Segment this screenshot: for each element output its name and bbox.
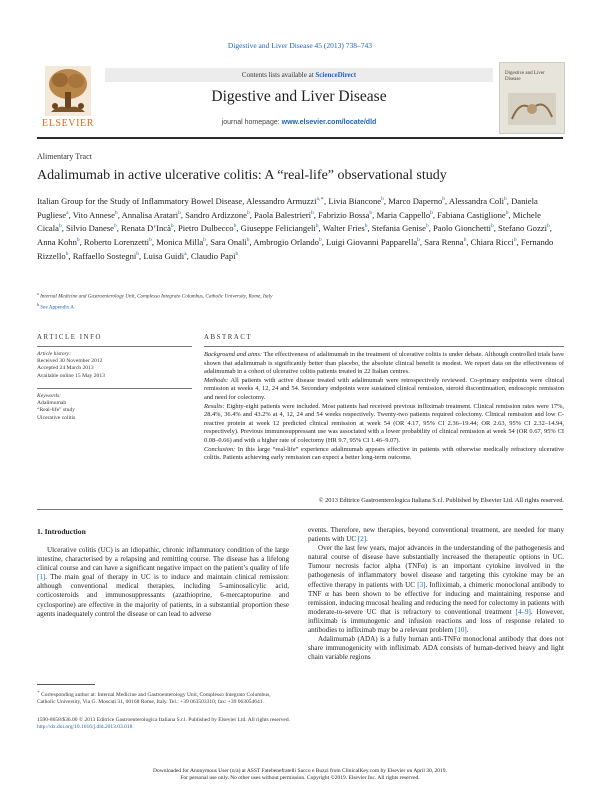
accepted-date: Accepted 24 March 2013	[37, 365, 94, 372]
author-affiliation-marker[interactable]: b	[149, 236, 152, 243]
author-affiliation-marker[interactable]: b	[381, 196, 384, 202]
author-affiliation-marker[interactable]: b	[463, 236, 467, 243]
introduction-heading: 1. Introduction	[37, 527, 86, 536]
author-affiliation-marker[interactable]: b	[170, 223, 174, 230]
author-affiliation-marker[interactable]: a,∗	[316, 196, 325, 202]
author-affiliation-marker[interactable]: b	[417, 236, 420, 243]
author-name: Stefania Genise	[371, 223, 426, 234]
author-affiliation-marker[interactable]: a	[66, 209, 69, 216]
issn-line: 1590-8658/$36.00 © 2013 Editrice Gastroenterologica Italiana S.r.l. Published by Elsevier Ltd. All rights reserved.	[37, 717, 291, 723]
author-name: Pietro Dulbecco	[177, 223, 234, 234]
author-affiliation-marker[interactable]: b	[442, 196, 446, 202]
journal-cover-thumbnail	[499, 62, 565, 134]
abstract-conclusion: Conclusion: In this large “real-life” experience adalimumab appears effective in patients with otherwise medically refractory ulcerative colitis. Patients achieving early remission can expect a better long-term outcome.	[204, 445, 564, 462]
abstract-results: Results: Eighty-eight patients were included. Most patients had received previous infliximab treatment. Clinical remission rates were 17%, 28.4%, 36.4% and 43.2% at 4, 12, 24 and 54 weeks respectively. Twenty-two patients required colectomy. Clinical remission and low C-reactive protein at week 12 predicted clinical remission at week 54 (OR 4.17, 95% CI 2.36–19.44; OR 2.63, 95% CI 2.32–14.94, respectively). Previous immunosuppressant use was associated with a lower probability of clinical remission at week 54 (OR 0.67, 95% CI 0.08–0.66) and with a higher rate of colectomy (HR 9.7, 95% CI 1.46–9.07).	[204, 402, 564, 444]
abstract-bottom-rule	[37, 509, 563, 510]
author-affiliation-marker[interactable]: b	[315, 223, 319, 230]
author-affiliation-marker[interactable]: b	[113, 223, 117, 230]
keywords-rule	[37, 388, 192, 389]
cover-illustration-icon	[508, 93, 556, 125]
author-name: Chiara Ricci	[470, 236, 514, 247]
author-name: Maria Cappello	[376, 209, 431, 220]
author-affiliation-marker[interactable]: b	[203, 236, 206, 243]
elsevier-tree-icon	[45, 66, 91, 116]
corresponding-author-footnote: ∗ Corresponding author at: Internal Medicine and Gastroenterology Unit, Complesso Integrato Columbus, Catholic University, Via G. Moscati 31, 00168 Rome, Italy. Tel.: +39 063503310; fax: +39 063054641.	[37, 689, 271, 706]
abstract-heading: ABSTRACT	[204, 334, 253, 341]
article-info-heading: ARTICLE INFO	[37, 334, 103, 341]
affiliation-a: $^a$ Internal Medicine and Gastroenterology Unit, Complesso Integrato Columbus, Catholic University, Rome, Italy	[37, 291, 273, 300]
author-name: Stefano Gozzi	[498, 223, 547, 234]
author-name: Roberto Lorenzetti	[83, 236, 150, 247]
section-label: Alimentary Tract	[37, 152, 92, 161]
body-left-column	[37, 546, 289, 619]
contents-prefix: Contents lists available at	[241, 71, 316, 79]
abstract-copyright: © 2013 Editrice Gastroenterologica Italiana S.r.l. Published by Elsevier Ltd. All rights reserved.	[318, 497, 564, 504]
keywords-label: Keywords:	[37, 393, 62, 399]
author-affiliation-marker[interactable]: b	[504, 196, 507, 202]
author-affiliation-marker[interactable]: b	[114, 209, 118, 216]
author-affiliation-marker[interactable]: b	[364, 223, 368, 230]
author-name: Daniela Pugliese	[37, 195, 538, 220]
homepage-prefix: journal homepage:	[221, 119, 282, 126]
article-history	[37, 351, 192, 380]
author-affiliation-marker[interactable]: b	[425, 223, 429, 230]
author-affiliation-marker[interactable]: b	[235, 250, 239, 257]
author-name: Silvio Danese	[66, 223, 114, 234]
author-affiliation-marker[interactable]: b	[65, 250, 69, 257]
body-paragraph: Over the last few years, major advances in the understanding of the pathogenesis and natural course of disease have substantially increased the therapeutic options in UC. Tumour necrosis factor alpha (TNFα) is an important cytokine involved in the pathogenesis of inflammatory bowel disease and targeting this cytokine may be an effective therapy in patients with UC [3]. Infliximab, a chimeric monoclonal antibody to TNF α has been shown to be effective for inducing and maintaining response and remission, inducing mucosal healing and reducing the need for colectomy in patients with moderate-to-severe UC that is refractory to conventional treatment [4–9]. However, infliximab is immunogenic and infusion reactions and loss of response related to antibodies to infliximab may be a relevant problem [10].	[308, 544, 564, 635]
author-affiliation-marker[interactable]: b	[369, 209, 373, 216]
keyword-item: Ulcerative colitis	[37, 414, 76, 421]
masthead-rule	[37, 137, 563, 139]
download-notice	[0, 768, 600, 782]
journal-reference-link[interactable]: Digestive and Liver Disease 45 (2013) 738–743	[227, 41, 373, 50]
publisher-wordmark: ELSEVIER	[41, 118, 95, 129]
author-affiliation-marker[interactable]: b	[246, 209, 250, 216]
history-label: Article history:	[37, 351, 72, 357]
author-name: Walter Fries	[322, 223, 365, 234]
abstract-background: Background and aims: The effectiveness of adalimumab in the treatment of ulcerative colitis is under debate. Although controlled trials have shown that adalimumab is significantly better than placebo, the absolute clinical benefit is modest. We report data on the effectiveness of adalimumab in a cohort of ulcerative colitis patients treated in 22 Italian centres.	[204, 351, 564, 376]
citation-link[interactable]: [4–9]	[515, 607, 531, 616]
author-affiliation-marker[interactable]: b	[58, 223, 62, 230]
permission-line: For personal use only. No other uses without permission. Copyright ©2019. Elsevier Inc. All rights reserved.	[180, 774, 420, 781]
author-affiliation-marker[interactable]: a	[184, 250, 187, 257]
footnote-rule	[37, 684, 95, 685]
contents-band	[105, 68, 493, 82]
body-paragraph: Adalimumab (ADA) is a fully human anti-TNFα monoclonal antibody that does not share immunogenicity with infliximab. ADA consists of human-derived heavy and light chain variable regions	[308, 635, 564, 662]
author-name: Italian Group for the Study of Inflammatory Bowel Disease, Alessandro Armuzzi	[37, 195, 317, 206]
download-line: Downloaded for Anonymous User (n/a) at ASST Fatebenefratelli Sacco e Buzzi from ClinicalKey.com by Elsevier on April 30, 2019.	[153, 768, 447, 774]
keywords	[37, 393, 192, 422]
author-name: Giuseppe Feliciangeli	[240, 223, 316, 234]
received-date: Received 30 November 2012	[37, 358, 103, 365]
author-affiliation-marker[interactable]: b	[513, 236, 517, 243]
author-name: Livia Biancone	[328, 195, 382, 206]
author-affiliation-marker[interactable]: b	[311, 209, 314, 216]
author-affiliation-marker[interactable]: b	[505, 209, 509, 216]
author-name: Fernando Rizzello	[37, 236, 554, 261]
citation-link[interactable]: [2]	[357, 535, 367, 544]
online-date: Available online 15 May 2013	[37, 372, 105, 379]
author-affiliation-marker[interactable]: b	[136, 250, 140, 257]
author-name: Raffaello Sostegni	[72, 250, 137, 261]
journal-homepage	[105, 119, 493, 126]
article-info-rule	[37, 346, 192, 347]
author-name: Vito Annese	[72, 209, 115, 220]
author-name: Ambrogio Orlando	[253, 236, 319, 247]
author-name: Sara Onali	[210, 236, 247, 247]
body-paragraph: Ulcerative colitis (UC) is an idiopathic, chronic inflammatory condition of the large intestine, characterised by a relapsing and remitting course. The disease has a lifelong clinical course and can have a significant negative impact on the patient’s quality of life [1]. The main goal of therapy in UC is to induce and maintain clinical remission: although conventional medical therapies, including 5-aminosalicylic acid, corticosteroids and immunosuppressants (azathioprine, 6-mercaptopurine and cyclosporine) are effective in the majority of patients, in a substantial proportion these agents inadequately control the disease or can lead to adverse	[37, 546, 289, 618]
author-name: Alessandra Coli	[448, 195, 505, 206]
author-name: Luisa Guidi	[143, 250, 185, 261]
sciencedirect-link[interactable]: ScienceDirect	[315, 71, 357, 79]
author-name: Michele Cicala	[37, 209, 541, 234]
author-affiliation-marker[interactable]: b	[233, 223, 237, 230]
author-name: Sara Renna	[424, 236, 464, 247]
author-name: Luigi Giovanni Papparella	[325, 236, 418, 247]
author-name: Fabrizio Bossa	[318, 209, 370, 220]
citation-link[interactable]: [3]	[417, 580, 426, 589]
author-affiliation-marker[interactable]: b	[178, 209, 181, 216]
author-name: Paola Balestrieri	[254, 209, 312, 220]
author-affiliation-marker[interactable]: b	[430, 209, 433, 216]
author-affiliation-marker[interactable]: b	[491, 223, 494, 230]
author-name: Claudio Papi	[190, 250, 236, 261]
author-name: Renata D’Incà	[121, 223, 171, 234]
citation-link[interactable]: [1]	[37, 573, 46, 582]
author-name: Monica Milla	[156, 236, 204, 247]
author-affiliation-marker[interactable]: b	[76, 236, 80, 243]
author-name: Anna Kohn	[37, 236, 77, 247]
article-title: Adalimumab in active ulcerative colitis: A “real-life” observational study	[37, 168, 447, 183]
appendix-link[interactable]: See Appendix A	[40, 304, 75, 311]
author-name: Marco Daperno	[388, 195, 443, 206]
keyword-item: Adalimumab	[37, 400, 67, 407]
author-affiliation-marker[interactable]: b	[318, 236, 322, 243]
abstract-body	[204, 351, 564, 463]
abstract-methods: Methods: All patients with active disease treated with adalimumab were retrospectively reviewed. Co-primary endpoints were clinical remission at weeks 4, 12, 24 and 54. Secondary endpoints were sustained clinical remission, steroid discontinuation, endoscopic remission and need for colectomy.	[204, 376, 564, 401]
issn-block	[37, 717, 337, 732]
body-paragraph: events. Therefore, new therapies, beyond conventional treatment, are needed for many patients with UC [2].	[308, 526, 564, 544]
author-name: Annalisa Aratari	[121, 209, 179, 220]
author-name: Sandro Ardizzone	[185, 209, 247, 220]
body-right-column	[308, 526, 564, 662]
author-affiliation-marker[interactable]: b	[546, 223, 550, 230]
author-affiliation-marker[interactable]: b	[246, 236, 250, 243]
abstract-rule	[204, 346, 564, 347]
author-name: Paolo Gionchetti	[433, 223, 491, 234]
author-list: Italian Group for the Study of Inflammatory Bowel Disease, Alessandro Armuzzi$^{a,∗}$, Livia Biancone$^b$, Marco Daperno$^b$, Alessandra Coli$^b$, Daniela Pugliese$^a$, Vito Annese$^b$, Annalisa Aratari$^b$, Sandro Ardizzone$^b$, Paola Balestrieri$^b$, Fabrizio Bossa$^b$, Maria Cappello$^b$, Fabiana Castiglione$^b$, Michele Cicala$^b$, Silvio Danese$^b$, Renata D’Incà$^b$, Pietro Dulbecco$^b$, Giuseppe Feliciangeli$^b$, Walter Fries$^b$, Stefania Genise$^b$, Paolo Gionchetti$^b$, Stefano Gozzi$^b$, Anna Kohn$^b$, Roberto Lorenzetti$^b$, Monica Milla$^b$, Sara Onali$^b$, Ambrogio Orlando$^b$, Luigi Giovanni Papparella$^b$, Sara Renna$^b$, Chiara Ricci$^b$, Fernando Rizzello$^b$, Raffaello Sostegni$^b$, Luisa Guidi$^a$, Claudio Papi$^b$	[37, 195, 554, 261]
journal-name: Digestive and Liver Disease	[211, 88, 387, 105]
cover-title: Digestive and Liver Disease	[505, 71, 545, 82]
elsevier-logo	[37, 66, 99, 132]
citation-link[interactable]: [10]	[454, 626, 467, 635]
journal-masthead	[37, 62, 563, 134]
affiliations	[37, 290, 567, 312]
homepage-link[interactable]: www.elsevier.com/locate/dld	[281, 119, 377, 126]
affiliation-b: $^b$ See Appendix A	[37, 301, 75, 311]
author-name: Fabiana Castiglione	[437, 209, 506, 220]
doi-link[interactable]: http://dx.doi.org/10.1016/j.dld.2013.03.018	[37, 724, 133, 731]
keyword-item: “Real-life” study	[37, 407, 76, 414]
